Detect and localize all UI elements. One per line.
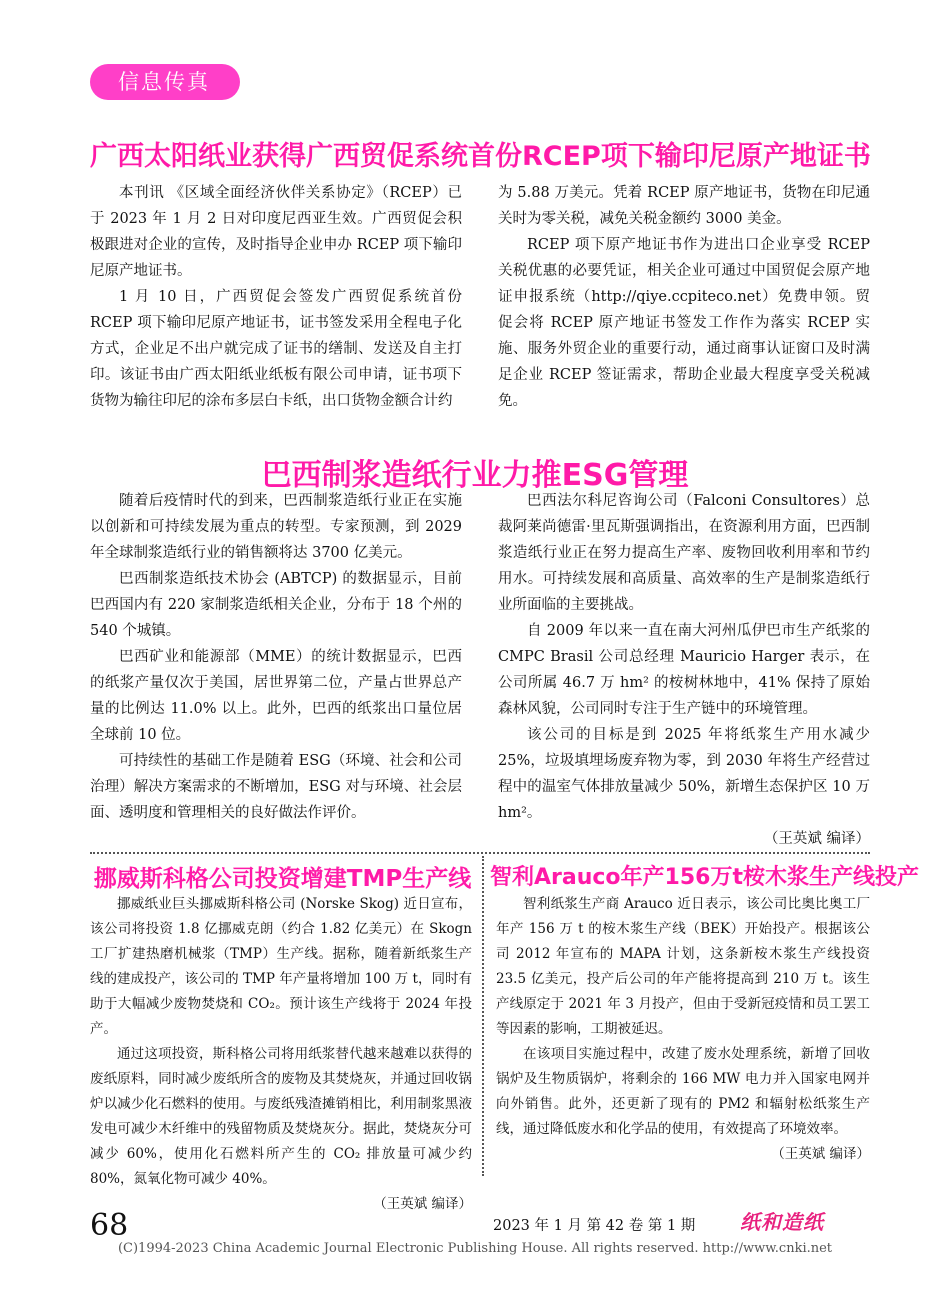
article2-left-column (90, 488, 462, 826)
paragraph: 巴西矿业和能源部（MME）的统计数据显示，巴西的纸浆产量仅次于美国，居世界第二位，产量占世界总产量的比例达 11.0% 以上。此外，巴西的纸浆出口量位居全球前 10 位。 (90, 649, 462, 743)
paragraph: 在该项目实施过程中，改建了废水处理系统，新增了回收锅炉及生物质锅炉，将剩余的 166 MW 电力并入国家电网并向外销售。此外，还更新了现有的 PM2 和辐射松纸浆生产线，通过降低废水和化学品的使用，有效提高了环境效率。 (496, 1046, 870, 1137)
paragraph: 挪威纸业巨头挪威斯科格公司 (Norske Skog) 近日宣布，该公司将投资 1.8 亿挪威克朗（约合 1.82 亿美元）在 Skogn 工厂扩建热磨机械浆（TMP）生产线。据称，随着新纸浆生产线的建成投产，该公司的 TMP 年产量将增加 100 万 t，同时有助于大幅减少废物焚烧和 CO₂。预计该生产线将于 2024 年投产。 (90, 896, 472, 1037)
paragraph: 巴西制浆造纸技术协会 (ABTCP) 的数据显示，目前巴西国内有 220 家制浆造纸相关企业，分布于 18 个州的 540 个城镇。 (90, 571, 462, 639)
article1-right-column (498, 180, 870, 414)
article4-body (496, 892, 870, 1167)
article2-title: 巴西制浆造纸行业力推ESG管理 (261, 458, 689, 493)
paragraph: RCEP 项下原产地证书作为进出口企业享受 RCEP 关税优惠的必要凭证，相关企业可通过中国贸促会原产地证申报系统（http://qiye.ccpiteco.net）免费申领。贸促会将 RCEP 原产地证书签发工作作为落实 RCEP 实施、服务外贸企业的重要行动，通过商事认证窗口及时满足企业 RCEP 签证需求，帮助企业最大程度享受关税减免。 (498, 237, 870, 409)
article2-credit: （王英斌 编译） (763, 831, 870, 847)
paragraph: 为 5.88 万美元。凭着 RCEP 原产地证书，货物在印尼通关时为零关税，减免关税金额约 3000 美金。 (498, 185, 870, 227)
article1-title: 广西太阳纸业获得广西贸促系统首份RCEP项下输印尼原产地证书 (90, 141, 871, 172)
article2-right-column (498, 488, 870, 852)
article3-credit: （王英斌 编译） (373, 1196, 472, 1212)
paragraph: 1 月 10 日，广西贸促会签发广西贸促系统首份 RCEP 项下输印尼原产地证书，证书签发采用全程电子化方式，企业足不出户就完成了证书的缮制、发送及自主打印。该证书由广西太阳纸业纸板有限公司申请，证书项下货物为输往印尼的涂布多层白卡纸，出口货物金额合计约 (90, 289, 462, 409)
article1-left-column (90, 180, 462, 414)
issue-info: 2023 年 1 月 第 42 卷 第 1 期 (493, 1218, 696, 1234)
journal-logo: 纸和造纸 (740, 1210, 824, 1234)
paragraph: 随着后疫情时代的到来，巴西制浆造纸行业正在实施以创新和可持续发展为重点的转型。专家预测，到 2029 年全球制浆造纸行业的销售额将达 3700 亿美元。 (90, 493, 462, 561)
horizontal-divider (90, 852, 870, 854)
vertical-divider (482, 856, 484, 1176)
paragraph: 巴西法尔科尼咨询公司（Falconi Consultores）总裁阿莱尚德雷·里瓦斯强调指出，在资源利用方面，巴西制浆造纸行业正在努力提高生产率、废物回收利用率和节约用水。可持续发展和高质量、高效率的生产是制浆造纸行业所面临的主要挑战。 (498, 493, 870, 613)
paragraph: 自 2009 年以来一直在南大河州瓜伊巴市生产纸浆的 CMPC Brasil 公司总经理 Mauricio Harger 表示，在公司所属 46.7 万 hm² 的桉树林地中，41% 保持了原始森林风貌，公司同时专注于生产链中的环境管理。 (498, 623, 870, 717)
paragraph: 该公司的目标是到 2025 年将纸浆生产用水减少 25%，垃圾填埋场废弃物为零，到 2030 年将生产经营过程中的温室气体排放量减少 50%，新增生态保护区 10 万 hm²。 (498, 727, 870, 821)
section-tag: 信息传真 (90, 64, 240, 100)
paragraph: 智利纸浆生产商 Arauco 近日表示，该公司比奥比奥工厂年产 156 万 t 的桉木浆生产线（BEK）开始投产。根据该公司 2012 年宣布的 MAPA 计划，这条新桉木浆生产线投资 23.5 亿美元，投产后公司的年产能将提高到 210 万 t。该生产线原定于 2021 年 3 月投产，但由于受新冠疫情和员工罢工等因素的影响，工期被延迟。 (496, 896, 870, 1037)
paragraph: 可持续性的基础工作是随着 ESG（环境、社会和公司治理）解决方案需求的不断增加，ESG 对与环境、社会层面、透明度和管理相关的良好做法作评价。 (90, 753, 462, 821)
article4-title: 智利Arauco年产156万t桉木浆生产线投产 (490, 865, 919, 890)
copyright-footer: (C)1994-2023 China Academic Journal Electronic Publishing House. All rights reserved. http://www.cnki.net (117, 1241, 833, 1256)
article3-body (90, 892, 472, 1217)
paragraph: 本刊讯 《区域全面经济伙伴关系协定》（RCEP）已于 2023 年 1 月 2 日对印度尼西亚生效。广西贸促会积极跟进对企业的宣传，及时指导企业申办 RCEP 项下输印尼原产地证书。 (90, 185, 462, 279)
paragraph: 通过这项投资，斯科格公司将用纸浆替代越来越难以获得的废纸原料，同时减少废纸所含的废物及其焚烧灰，并通过回收锅炉以减少化石燃料的使用。与废纸残渣摊销相比，利用制浆黑液发电可减少木纤维中的残留物质及焚烧灰分。据此，焚烧灰分可减少 60%，使用化石燃料所产生的 CO₂ 排放量可减少约 80%，氮氧化物可减少 40%。 (90, 1046, 472, 1187)
article3-title: 挪威斯科格公司投资增建TMP生产线 (93, 866, 472, 892)
article4-credit: （王英斌 编译） (771, 1146, 870, 1162)
page-number: 68 (90, 1208, 129, 1243)
